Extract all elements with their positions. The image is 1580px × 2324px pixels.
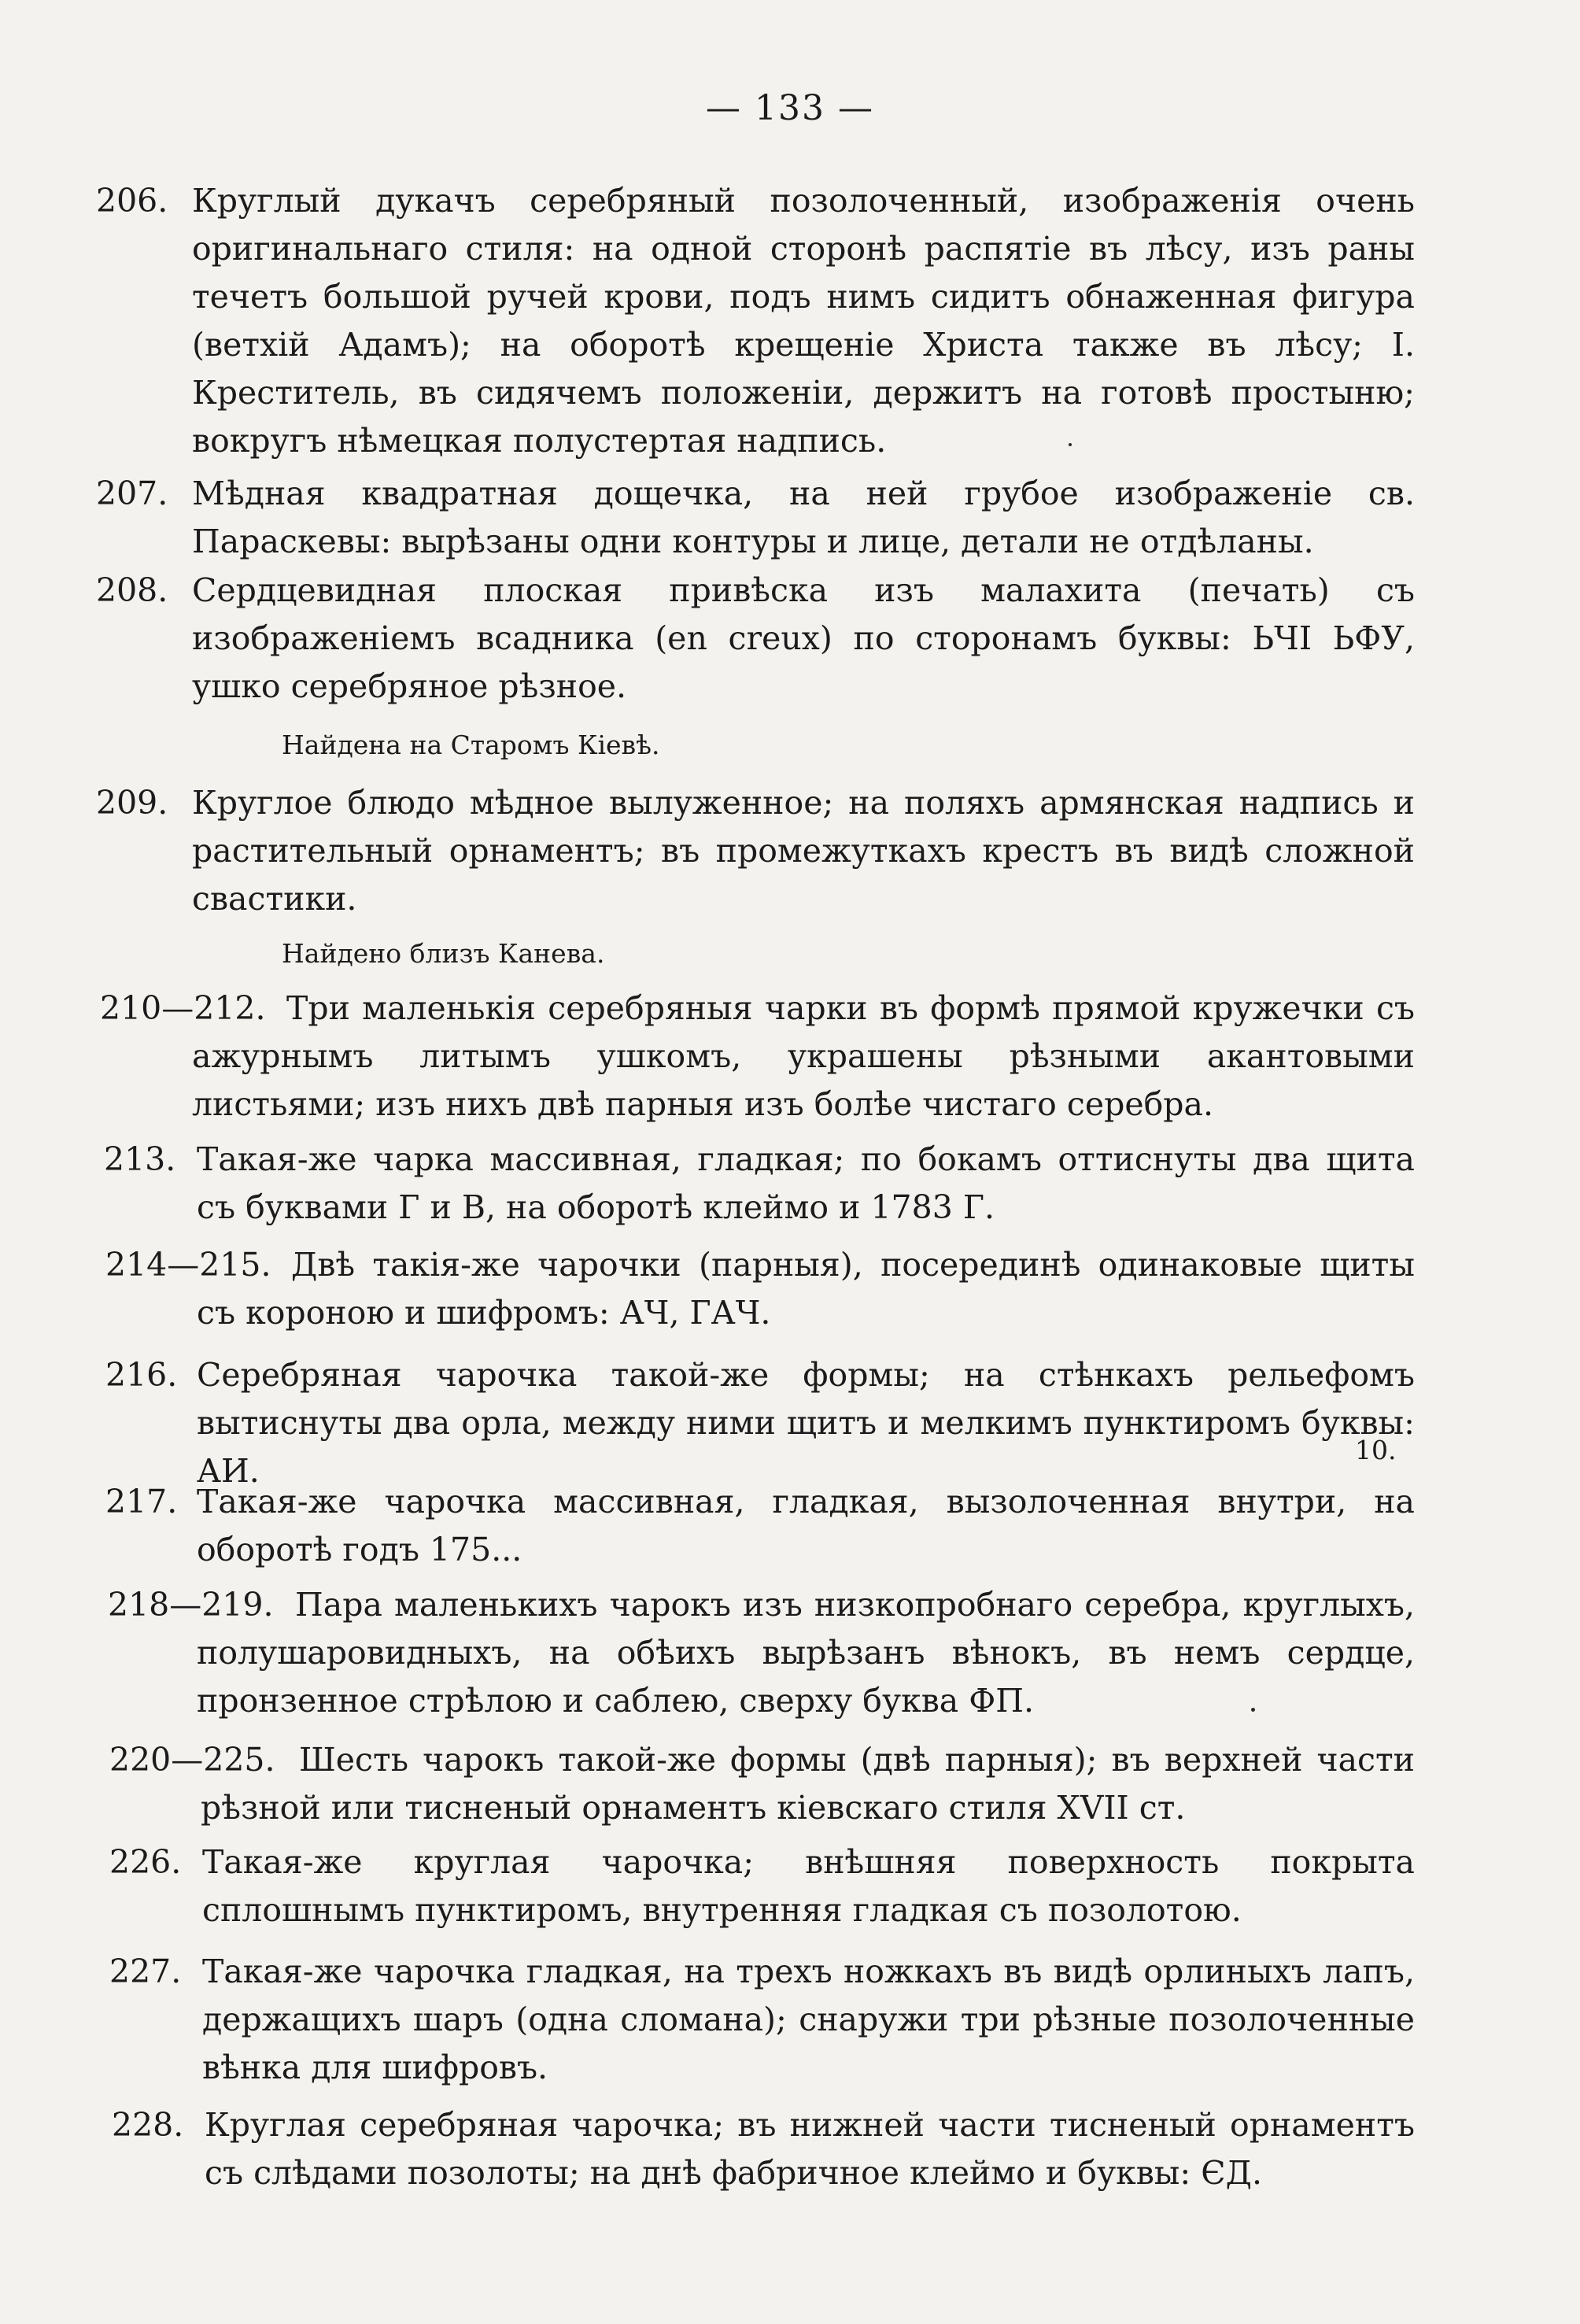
entry-text: Двѣ такія-же чарочки (парныя), посерединѣ одинаковые щиты съ короною и шифромъ: АЧ, ГАЧ.	[197, 1246, 1415, 1332]
entry-text: Такая-же чарочка массивная, гладкая, вызолоченная внутри, на оборотѣ годъ 175...	[197, 1483, 1415, 1568]
entry-text: Сердцевидная плоская привѣска изъ малахита (печать) съ изображеніемъ всадника (en creux) по сторонамъ буквы: ЬЧІ ЬФУ, ушко серебряное рѣзное.	[192, 571, 1415, 705]
entry-number: 207.	[96, 475, 168, 512]
entry-number: 209.	[96, 784, 168, 822]
entry-number: 226.	[109, 1843, 182, 1881]
entry-number: 214—215.	[105, 1246, 271, 1284]
entry-text: Серебряная чарочка такой-же формы; на стѣнкахъ рельефомъ вытиснуты два орла, между ними щитъ и мелкимъ пунктиромъ буквы: АИ.	[197, 1356, 1415, 1490]
entry-text: Шесть чарокъ такой-же формы (двѣ парныя); въ верхней части рѣзной или тисненый орнаментъ кіевскаго стиля XVII ст.	[201, 1741, 1415, 1827]
entry-text: Пара маленькихъ чарокъ изъ низкопробнаго серебра, круглыхъ, полушаровидныхъ, на обѣихъ вырѣзанъ вѣнокъ, въ немъ сердце, пронзенное стрѣлою и саблею, сверху буква ФП.	[197, 1586, 1415, 1720]
entry-number: 216.	[105, 1356, 178, 1394]
entry-text: Круглая серебряная чарочка; въ нижней части тисненый орнаментъ съ слѣдами позолоты; на днѣ фабричное клеймо и буквы: ЄД.	[205, 2106, 1415, 2192]
entry-number: 217.	[105, 1483, 178, 1520]
entry-number: 228.	[112, 2106, 184, 2144]
entry-text: Круглое блюдо мѣдное вылуженное; на поляхъ армянская надпись и растительный орнаментъ; въ промежуткахъ крестъ въ видѣ сложной свастики.	[192, 784, 1415, 918]
entry-text: Такая-же круглая чарочка; внѣшняя поверхность покрыта сплошнымъ пунктиромъ, внутренняя гладкая съ позолотою.	[202, 1843, 1415, 1929]
entry-text: Три маленькія серебряныя чарки въ формѣ прямой кружечки съ ажурнымъ литымъ ушкомъ, украшены рѣзными акантовыми листьями; изъ нихъ двѣ парныя изъ болѣе чистаго серебра.	[192, 989, 1415, 1123]
entry-text: Мѣдная квадратная дощечка, на ней грубое изображеніе св. Параскевы: вырѣзаны одни контуры и лице, детали не отдѣланы.	[192, 475, 1415, 560]
print-speck	[1069, 443, 1072, 446]
entry-text: Круглый дукачъ серебряный позолоченный, изображенія очень оригинальнаго стиля: на одной сторонѣ распятіе въ лѣсу, изъ раны течетъ большой ручей крови, подъ нимъ сидитъ обнаженная фигура (ветхій Адамъ); на оборотѣ крещеніе Христа также въ лѣсу; І. Креститель, въ сидячемъ положеніи, держитъ на готовѣ простыню; вокругъ нѣмецкая полустертая надпись.	[192, 182, 1415, 460]
print-speck	[1251, 1708, 1255, 1712]
entry-number: 206.	[96, 182, 168, 220]
footnote-marker: 10.	[1355, 1435, 1397, 1465]
page-number: — 133 —	[706, 88, 874, 128]
entry-text: Такая-же чарка массивная, гладкая; по бокамъ оттиснуты два щита съ буквами Г и В, на оборотѣ клеймо и 1783 Г.	[197, 1140, 1415, 1226]
entry-number: 213.	[104, 1140, 176, 1178]
entry-number: 220—225.	[109, 1741, 275, 1779]
entry-number: 218—219.	[108, 1586, 274, 1624]
entry-number: 208.	[96, 571, 168, 609]
entry-number: 227.	[109, 1953, 182, 1990]
entry-text: Такая-же чарочка гладкая, на трехъ ножкахъ въ видѣ орлиныхъ лапъ, держащихъ шаръ (одна сломана); снаружи три рѣзные позолоченные вѣнка для шифровъ.	[202, 1953, 1415, 2086]
find-note: Найдена на Старомъ Кіевѣ.	[282, 730, 660, 760]
find-note: Найдено близъ Канева.	[282, 938, 605, 969]
entry-number: 210—212.	[100, 989, 266, 1027]
